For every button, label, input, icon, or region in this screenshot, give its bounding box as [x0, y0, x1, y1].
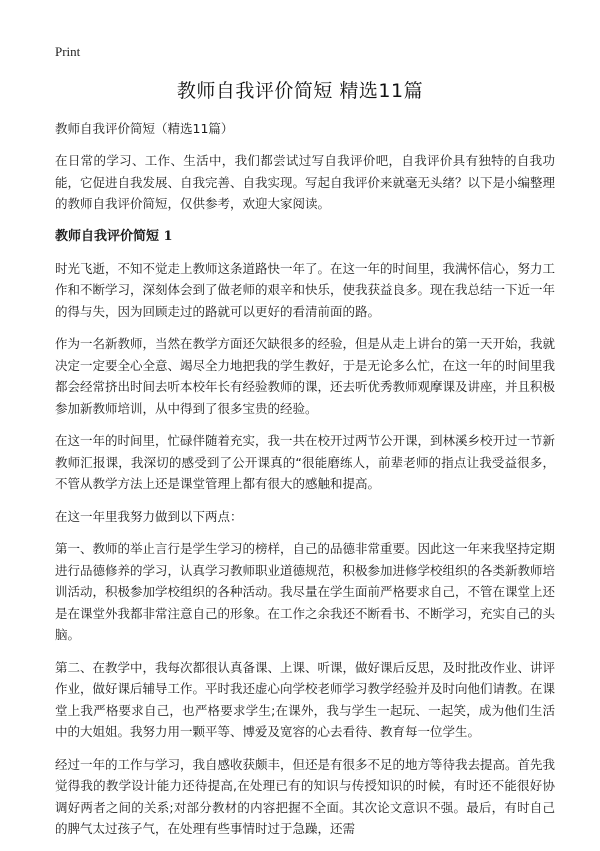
paragraph: 在这一年的时间里，忙碌伴随着充实，我一共在校开过两节公开课，到林溪乡校开过一节新教师汇报课，我深切的感受到了公开课真的“很能磨练人，前辈老师的指点让我受益很多，不管从教学方法上还是课堂管理上都有很大的感触和提高。 [55, 433, 556, 491]
paragraph: 第二、在教学中，我每次都很认真备课、上课、听课，做好课后反思，及时批改作业、讲评作业，做好课后辅导工作。平时我还虚心向学校老师学习教学经验并及时向他们请教。在课堂上我严格要求自己，也严格要求学生;在课外，我与学生一起玩、一起笑，成为他们生活中的大姐姐。我努力用一颗平等、博爱及宽容的心去看待、教育每一位学生。 [55, 659, 556, 739]
paragraph: 作为一名新教师，当然在教学方面还欠缺很多的经验，但是从走上讲台的第一天开始，我就决定一定要全心全意、竭尽全力地把我的学生教好，于是无论多么忙，在这一年的时间里我都会经常挤出时间去听本校年长有经验教师的课，还去听优秀教师观摩课及讲座，并且积极参加新教师培训，从中得到了很多宝贵的经验。 [55, 336, 556, 416]
intro-paragraph: 在日常的学习、工作、生活中，我们都尝试过写自我评价吧，自我评价具有独特的自我功能，它促进自我发展、自我完善、自我实现。写起自我评价来就毫无头绪？以下是小编整理的教师自我评价简短，仅供参考，欢迎大家阅读。 [55, 153, 556, 211]
paragraph: 第一、教师的举止言行是学生学习的榜样，自己的品德非常重要。因此这一年来我坚持定期进行品德修养的学习，认真学习教师职业道德规范，积极参加进修学校组织的各类新教师培训活动，积极参加学校组织的各种活动。我尽量在学生面前严格要求自己，不管在课堂上还是在课堂外我都非常注意自己的形象。在工作之余我还不断看书、不断学习，充实自己的头脑。 [55, 541, 556, 642]
page-title: 教师自我评价简短 精选11篇 [176, 80, 424, 102]
paragraph: 时光飞逝，不知不觉走上教师这条道路快一年了。在这一年的时间里，我满怀信心，努力工作和不断学习，深刻体会到了做老师的艰辛和快乐，使我获益良多。现在我总结一下近一年的得与失，因为回顾走过的路就可以更好的看清前面的路。 [55, 260, 556, 319]
document-subtitle: 教师自我评价简短（精选11篇） [55, 121, 234, 136]
paragraph: 在这一年里我努力做到以下两点： [55, 508, 243, 524]
print-link[interactable]: Print [55, 44, 81, 59]
paragraph: 经过一年的工作与学习，我自感收获颇丰，但还是有很多不足的地方等待我去提高。首先我觉得我的教学设计能力还待提高,在处理已有的知识与传授知识的时候，有时还不能很好协调好两者之间的关系;对部分教材的内容把握不全面。其次论文意识不强。最后，有时自己的脾气太过孩子气，在处理有些事情时过于急躁，还需 [55, 756, 556, 836]
document-body [55, 118, 555, 851]
section-heading: 教师自我评价简短 1 [55, 228, 173, 244]
